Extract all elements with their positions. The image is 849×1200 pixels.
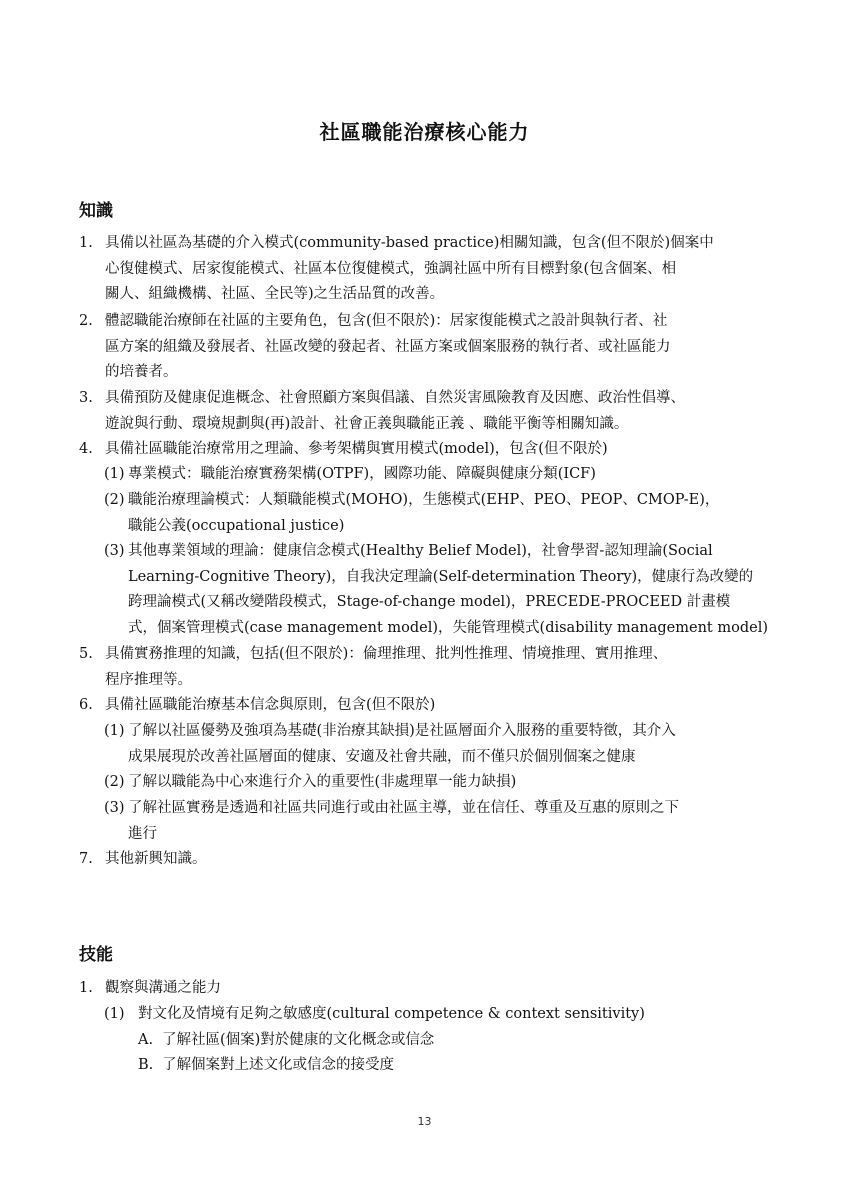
item-line: 區方案的組織及發展者、社區改變的發起者、社區方案或個案服務的執行者、或社區能力 [105, 338, 671, 355]
sub-item-line: 了解社區實務是透過和社區共同進行或由社區主導，並在信任、尊重及互惠的原則之下 [128, 800, 679, 816]
sub-item-line: 職能公義(occupational justice) [128, 517, 345, 534]
item-line: 具備實務推理的知識，包括(但不限於)：倫理推理、批判性推理、情境推理、實用推理、 [105, 646, 668, 662]
sub-item-line: Learning-Cognitive Theory)，自我決定理論(Self-determination Theory)，健康行為改變的 [128, 568, 754, 585]
item-line: 程序推理等。 [105, 671, 192, 688]
sub-item-line: 了解以社區優勢及強項為基礎(非治療其缺損)是社區層面介入服務的重要特徵，其介入 [128, 723, 676, 739]
item-line: 觀察與溝通之能力 [105, 980, 221, 996]
item-number: 2. [79, 313, 93, 329]
item-line: 心復健模式、居家復能模式、社區本位復健模式，強調社區中所有目標對象(包含個案、相 [105, 260, 677, 277]
item-line: 其他新興知識。 [105, 851, 207, 867]
sub-item-number: (2) [104, 774, 125, 790]
section-heading-knowledge: 知識 [79, 201, 113, 221]
item-line: 的培養者。 [105, 364, 178, 380]
sub-item-line: 跨理論模式(又稱改變階段模式，Stage-of-change model)，PRECEDE-PROCEED 計畫模 [128, 594, 731, 610]
item-number: 6. [79, 697, 93, 713]
sub-item-line: 職能治療理論模式：人類職能模式(MOHO)，生態模式(EHP、PEO、PEOP、CMOP-E)， [128, 492, 720, 508]
page-number: 13 [417, 1115, 432, 1128]
item-line: 具備社區職能治療基本信念與原則，包含(但不限於) [105, 697, 436, 713]
sub-item-number: (3) [104, 543, 125, 559]
item-line: 體認職能治療師在社區的主要角色，包含(但不限於)：居家復能模式之設計與執行者、社 [105, 313, 668, 329]
item-line: 具備以社區為基礎的介入模式(community-based practice)相關知識，包含(但不限於)個案中 [105, 235, 714, 251]
item-number: 5. [79, 646, 93, 662]
item-number: 4. [79, 441, 93, 457]
sub-item-line: 式，個案管理模式(case management model)，失能管理模式(disability management model) [128, 619, 769, 636]
page-title: 社區職能治療核心能力 [319, 120, 530, 144]
item-number: 1. [79, 235, 93, 251]
item-line: 具備預防及健康促進概念、社會照顧方案與倡議、自然災害風險教育及因應、政治性倡導、 [105, 390, 685, 406]
item-number: 3. [79, 390, 93, 406]
sub-item-number: (1) [104, 723, 125, 739]
sub-item-line: 其他專業領域的理論：健康信念模式(Healthy Belief Model)，社會學習-認知理論(Social [128, 543, 713, 559]
section-heading-skills: 技能 [79, 945, 113, 965]
sub-item-line: 進行 [128, 825, 157, 842]
sub-item-number: (2) [104, 492, 125, 508]
sub-item-line: 對文化及情境有足夠之敏感度(cultural competence & context sensitivity) [138, 1006, 645, 1022]
sub-item-number: (1) [104, 1006, 125, 1022]
item-line: 關人、組織機構、社區、全民等)之生活品質的改善。 [105, 286, 445, 302]
sub-item-line: 專業模式：職能治療實務架構(OTPF)，國際功能、障礙與健康分類(ICF) [128, 466, 596, 482]
item-line: 遊說與行動、環境規劃與(再)設計、社會正義與職能正義 、職能平衡等相關知識。 [105, 415, 629, 432]
sub-item-line: 了解以職能為中心來進行介入的重要性(非處理單一能力缺損) [128, 774, 517, 790]
item-number: 7. [79, 851, 93, 867]
letter-label: B. [138, 1057, 154, 1073]
letter-label: A. [138, 1032, 154, 1048]
letter-item-text: 了解個案對上述文化或信念的接受度 [162, 1057, 394, 1073]
sub-item-line: 成果展現於改善社區層面的健康、安適及社會共融，而不僅只於個別個案之健康 [128, 748, 636, 765]
item-line: 具備社區職能治療常用之理論、參考架構與實用模式(model)，包含(但不限於) [105, 441, 608, 457]
sub-item-number: (1) [104, 466, 125, 482]
sub-item-number: (3) [104, 800, 125, 816]
letter-item-text: 了解社區(個案)對於健康的文化概念或信念 [162, 1032, 435, 1048]
item-number: 1. [79, 980, 93, 996]
